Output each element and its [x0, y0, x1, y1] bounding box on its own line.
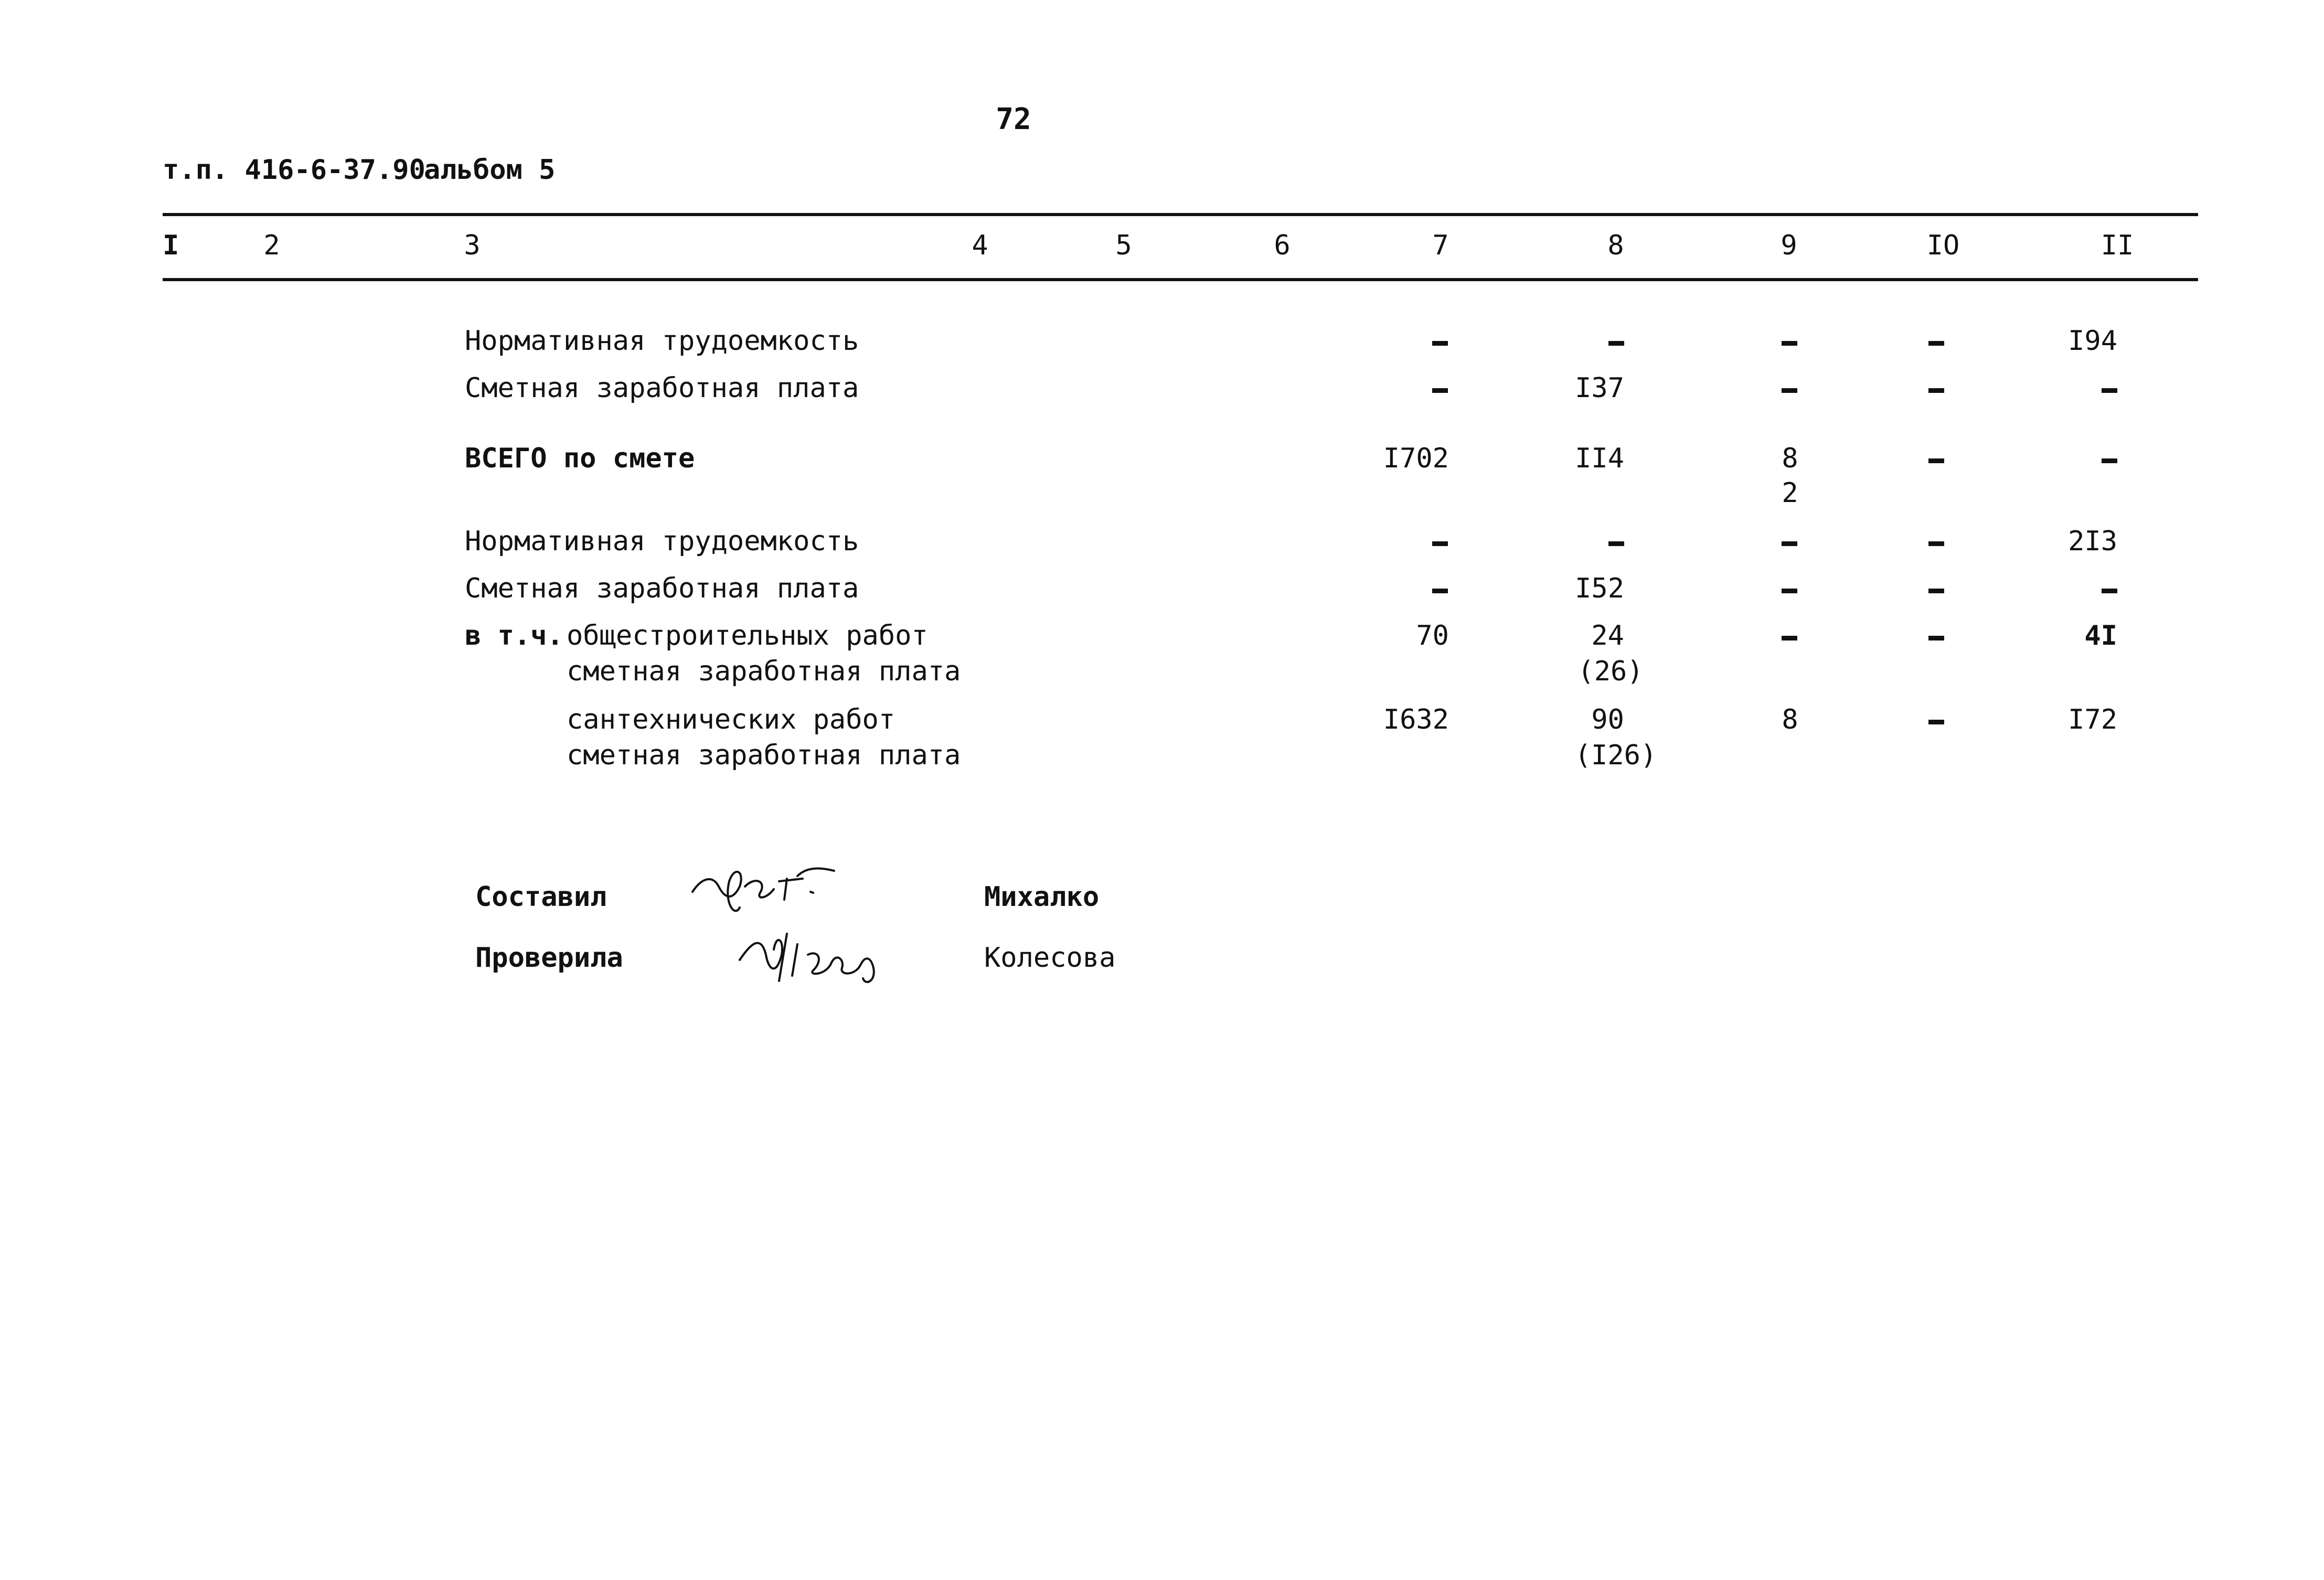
cell-col9: 8 — [1782, 704, 1798, 735]
dash-mark — [1608, 541, 1624, 546]
dash-mark — [1928, 636, 1944, 640]
cell-col11: 4I — [2084, 620, 2117, 652]
cell-col11: I94 — [2068, 325, 2117, 357]
column-header-11: II — [2101, 230, 2134, 261]
cell-col8: I37 — [1575, 372, 1624, 404]
dash-mark — [1928, 589, 1944, 593]
column-header-5: 5 — [1115, 230, 1132, 261]
dash-mark — [2102, 388, 2117, 393]
dash-mark — [1432, 541, 1448, 546]
row-label: общестроительных работ — [567, 620, 928, 652]
column-header-9: 9 — [1781, 230, 1797, 261]
dash-mark — [1928, 341, 1944, 346]
cell-col8: 24 — [1591, 620, 1624, 652]
row-prefix: в т.ч. — [465, 620, 563, 652]
dash-mark — [1432, 589, 1448, 593]
compiled-by-label: Составил — [475, 881, 607, 913]
dash-mark — [1608, 341, 1624, 346]
dash-mark — [1432, 341, 1448, 346]
column-header-7: 7 — [1432, 230, 1449, 261]
column-header-8: 8 — [1607, 230, 1624, 261]
row-sublabel: сметная заработная плата — [567, 656, 961, 687]
cell-col9-second-line: 2 — [1782, 477, 1798, 509]
dash-mark — [2102, 458, 2117, 463]
cell-col8: II4 — [1575, 443, 1624, 474]
dash-mark — [2102, 589, 2117, 593]
cell-col8-second-line: (I26) — [1574, 740, 1657, 771]
cell-col7: I632 — [1383, 704, 1449, 735]
row-sublabel: сметная заработная плата — [567, 740, 961, 771]
cell-col8: 90 — [1591, 704, 1624, 735]
dash-mark — [1928, 541, 1944, 546]
dash-mark — [1928, 388, 1944, 393]
dash-mark — [1782, 541, 1797, 546]
cell-col11: 2I3 — [2068, 526, 2117, 557]
checker-signature — [734, 913, 902, 991]
row-label: Нормативная трудоемкость — [465, 526, 859, 557]
dash-mark — [1928, 458, 1944, 463]
checked-by-label: Проверила — [475, 942, 623, 974]
compiled-by-name: Михалко — [984, 881, 1100, 913]
row-label: Сметная заработная плата — [465, 573, 859, 604]
cell-col8: I52 — [1575, 573, 1624, 604]
dash-mark — [1782, 589, 1797, 593]
row-label: ВСЕГО по смете — [465, 443, 695, 474]
cell-col8-second-line: (26) — [1577, 656, 1644, 687]
cell-col7: I702 — [1383, 443, 1449, 474]
column-header-1: I — [163, 230, 179, 261]
album-label: альбом 5 — [424, 154, 556, 186]
column-header-4: 4 — [972, 230, 988, 261]
dash-mark — [1782, 636, 1797, 640]
row-label: Нормативная трудоемкость — [465, 325, 859, 357]
column-header-10: IO — [1926, 230, 1960, 261]
dash-mark — [1928, 720, 1944, 724]
column-header-6: 6 — [1274, 230, 1291, 261]
row-label: Сметная заработная плата — [465, 372, 859, 404]
cell-col9: 8 — [1782, 443, 1798, 474]
dash-mark — [1782, 388, 1797, 393]
page-number: 72 — [996, 102, 1031, 136]
column-header-2: 2 — [263, 230, 280, 261]
column-header-3: 3 — [464, 230, 481, 261]
table-top-rule — [163, 213, 2198, 216]
dash-mark — [1432, 388, 1448, 393]
dash-mark — [1782, 341, 1797, 346]
checked-by-name: Колесова — [984, 942, 1116, 974]
cell-col7: 70 — [1416, 620, 1449, 652]
row-label: сантехнических работ — [567, 704, 896, 735]
document-reference: т.п. 416-6-37.90 — [163, 154, 425, 186]
cell-col11: I72 — [2068, 704, 2117, 735]
table-header-bottom-rule — [163, 278, 2198, 281]
